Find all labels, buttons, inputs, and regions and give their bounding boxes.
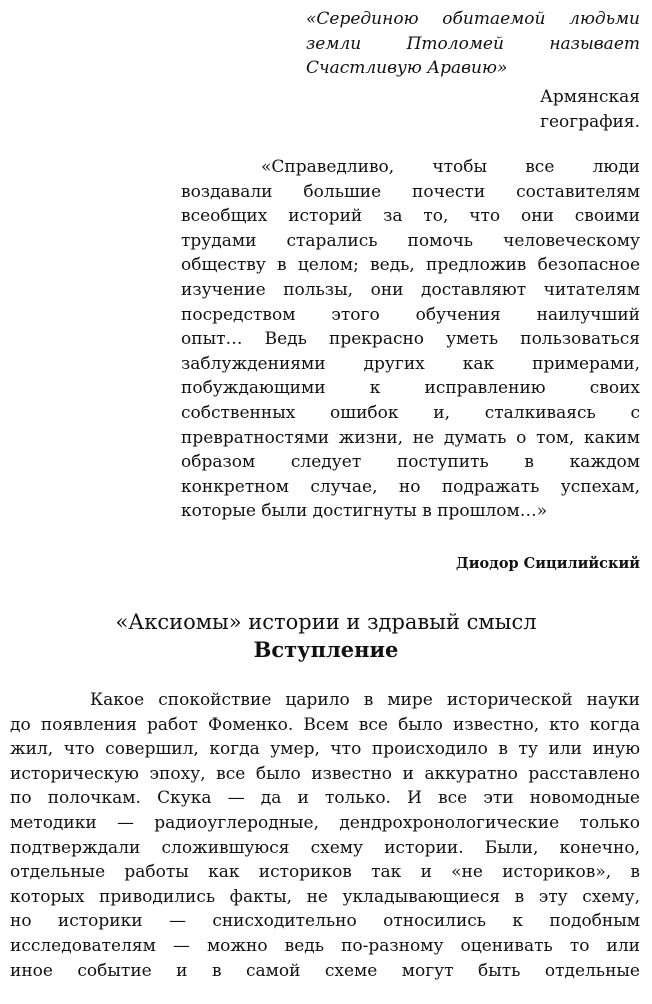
quote-line: изучение пользы, они доставляют читателям (181, 279, 640, 300)
epigraph-source-line: Армянская (539, 87, 640, 107)
body-line: по полочкам. Скука — да и только. И все эти новомодные (10, 788, 640, 809)
quote-author: Диодор Сицилийский (455, 555, 640, 572)
body-line: методики — радиоуглеродные, дендрохронологические только (10, 812, 640, 833)
quote-line: опыт… Ведь прекрасно уметь пользоваться (181, 329, 640, 350)
epigraph-source-line: география. (540, 111, 640, 132)
quote-line: образом следует поступить в каждом (181, 452, 640, 473)
quote-line: побуждающими к исправлению своих (181, 378, 640, 399)
epigraph-source (306, 85, 640, 134)
body-line: жил, что совершил, когда умер, что происходило в ту или иную (10, 739, 640, 760)
quote-line: «Справедливо, чтобы все люди (261, 157, 640, 177)
body-line: но историки — снисходительно относились к подобным (10, 911, 640, 932)
quote-line: заблуждениями других как примерами, (181, 353, 640, 374)
quote-line: воздавали большие почести составителям (181, 181, 640, 202)
quote-line: посредством этого обучения наилучший (181, 304, 640, 325)
chapter-title: «Аксиомы» истории и здравый смысл (115, 610, 537, 634)
quote-line: конкретном случае, но подражать успехам, (181, 476, 640, 497)
epigraph-quote (306, 7, 640, 81)
epigraph-line: Счастливую Аравию» (306, 58, 508, 79)
body-line: отдельные работы как историков так и «не историков», в (10, 862, 640, 883)
body-line: подтверждали сложившуюся схему истории. Были, конечно, (10, 837, 640, 858)
body-line: исследователям — можно ведь по-разному оценивать то или (10, 935, 640, 956)
quote-line: трудами старались помочь человеческому (181, 230, 640, 251)
quote-line: обществу в целом; ведь, предложив безопасное (181, 255, 640, 276)
quote-line: собственных ошибок и, сталкиваясь с (181, 402, 640, 423)
epigraph-line: земли Птоломей называет (306, 33, 640, 54)
epigraph-quote-diodorus (181, 155, 640, 524)
epigraph-line: «Серединою обитаемой людьми (306, 9, 640, 29)
body-line: Какое спокойствие царило в мире исторической науки (90, 690, 640, 710)
body-paragraph (10, 688, 640, 983)
section-title: Вступление (253, 637, 399, 662)
body-line: иное событие и в самой схеме могут быть отдельные (10, 960, 640, 981)
quote-line: которые были достигнуты в прошлом…» (181, 501, 548, 522)
quote-line: всеобщих историй за то, что они своими (181, 206, 640, 227)
quote-line: превратностями жизни, не думать о том, каким (181, 427, 640, 448)
body-line: до появления работ Фоменко. Всем все было известно, кто когда (10, 714, 640, 735)
body-line: которых приводились факты, не укладывающиеся в эту схему, (10, 886, 640, 907)
body-line: историческую эпоху, все было известно и аккуратно расставлено (10, 763, 640, 784)
